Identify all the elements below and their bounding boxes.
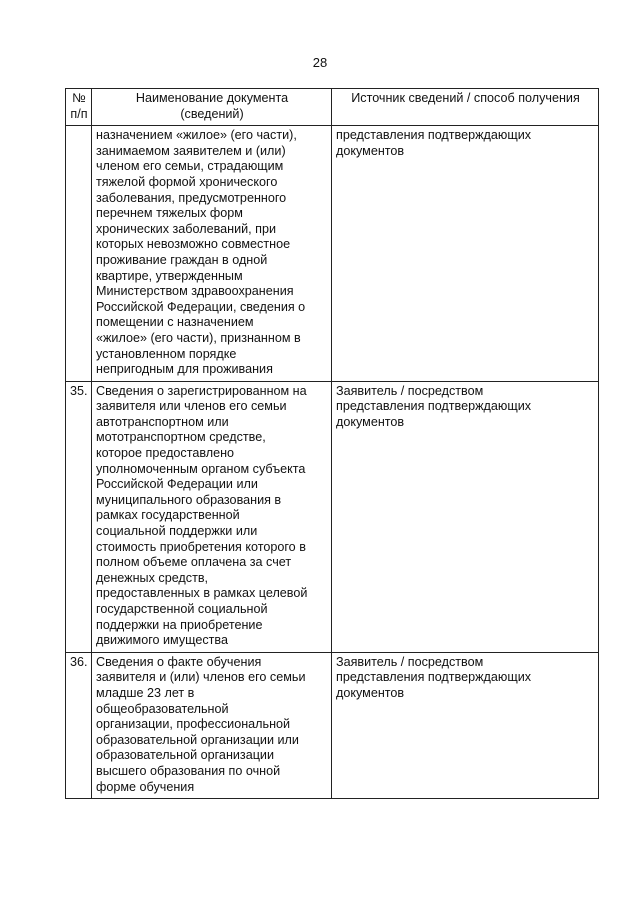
table-header-row: [66, 89, 599, 126]
table-row: [66, 381, 599, 652]
page-number: 28: [312, 55, 328, 70]
row-document-name: Сведения о факте обучения заявителя и (или) членов его семьи младше 23 лет в общеобразовательной организации, профессиональной образовательной организации или образовательной организации высшего образования по очной форме обучения: [96, 654, 306, 794]
documents-table: [65, 88, 599, 799]
row-document-name-cell: [92, 652, 332, 798]
table-row: [66, 652, 599, 798]
table-row: [66, 126, 599, 382]
row-document-name: назначением «жилое» (его части), занимаемом заявителем и (или) членом его семьи, страдающим тяжелой формой хронического заболевания, предусмотренного перечнем тяжелых форм хронических заболеваний, при которых невозможно совместное проживание граждан в одной квартире, утвержденным Министерством здравоохранения Российской Федерации, сведения о помещении с назначением «жилое» (его части), признанном в установленном порядке непригодным для проживания: [96, 128, 306, 377]
row-source: Заявитель / посредством представления подтверждающих документов: [336, 383, 532, 429]
header-document-name-label: Наименование документа (сведений): [135, 91, 289, 121]
header-number-label: № п/п: [70, 91, 88, 121]
row-source: Заявитель / посредством представления подтверждающих документов: [336, 654, 532, 700]
row-source: представления подтверждающих документов: [336, 128, 532, 158]
header-document-name: [92, 89, 332, 126]
header-number: [66, 89, 92, 126]
row-source-cell: [332, 381, 599, 652]
row-number-cell: [66, 381, 92, 652]
row-number-cell: [66, 126, 92, 382]
row-number-cell: [66, 652, 92, 798]
row-document-name-cell: [92, 126, 332, 382]
row-document-name: Сведения о зарегистрированном на заявителя или членов его семьи автотранспортном или мототранспортном средстве, которое предоставлено уполномоченным органом субъекта Российской Федерации или муниципального образования в рамках государственной социальной поддержки или стоимость приобретения которого в полном объеме оплачена за счет денежных средств, предоставленных в рамках целевой государственной социальной поддержки на приобретение движимого имущества: [96, 383, 308, 648]
row-number: 35.: [70, 383, 88, 398]
row-document-name-cell: [92, 381, 332, 652]
header-source: [332, 89, 599, 126]
header-source-label: Источник сведений / способ получения: [351, 91, 580, 105]
row-number: 36.: [70, 654, 88, 669]
row-source-cell: [332, 652, 599, 798]
row-source-cell: [332, 126, 599, 382]
